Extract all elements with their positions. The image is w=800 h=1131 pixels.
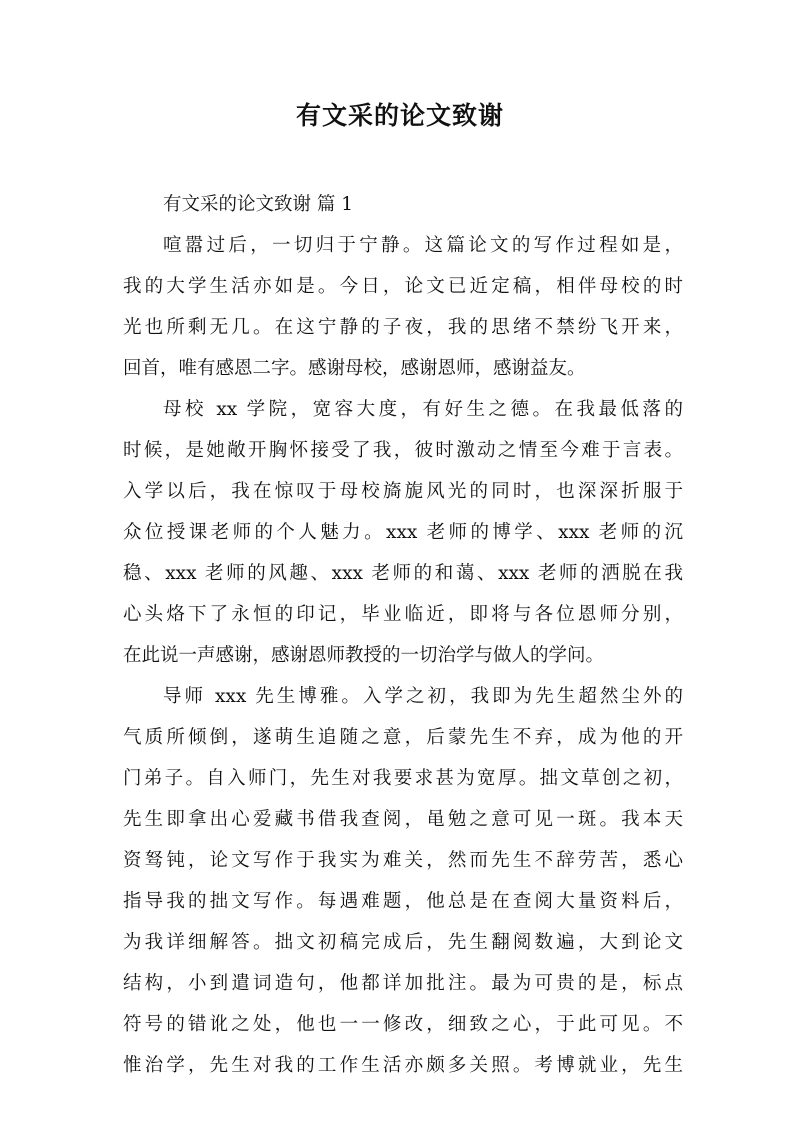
text-line: 先生即拿出心爱藏书借我查阅，黾勉之意可见一斑。我本天 <box>123 809 683 830</box>
text-line: 母校 xx 学院，宽容大度，有好生之德。在我最低落的 <box>163 399 683 420</box>
text-line: 时候，是她敞开胸怀接受了我，彼时激动之情至今难于言表。 <box>123 440 683 461</box>
text-line: 结构，小到遣词造句，他都详加批注。最为可贵的是，标点 <box>123 973 683 994</box>
text-line: 惟治学，先生对我的工作生活亦颇多关照。考博就业，先生 <box>123 1055 683 1076</box>
text-line: 导师 xxx 先生博雅。入学之初，我即为先生超然尘外的 <box>163 686 683 707</box>
text-line: 入学以后，我在惊叹于母校旖旎风光的同时，也深深折服于 <box>123 481 683 502</box>
text-line: 喧嚣过后，一切归于宁静。这篇论文的写作过程如是， <box>163 235 683 256</box>
text-line: 资驽钝，论文写作于我实为难关，然而先生不辞劳苦，悉心 <box>123 850 683 871</box>
document-title: 有文采的论文致谢 <box>295 101 504 130</box>
text-line: 在此说一声感谢，感谢恩师教授的一切治学与做人的学问。 <box>123 645 605 666</box>
text-line: 为我详细解答。拙文初稿完成后，先生翻阅数遍，大到论文 <box>123 932 683 953</box>
text-line: 我的大学生活亦如是。今日，论文已近定稿，相伴母校的时 <box>123 276 683 297</box>
text-line: 心头烙下了永恒的印记，毕业临近，即将与各位恩师分别， <box>123 604 683 625</box>
text-line: 指导我的拙文写作。每遇难题，他总是在查阅大量资料后， <box>123 891 683 912</box>
text-line: 气质所倾倒，遂萌生追随之意，后蒙先生不弃，成为他的开 <box>123 727 683 748</box>
document-body <box>123 184 683 1086</box>
text-line: 回首，唯有感恩二字。感谢母校，感谢恩师，感谢益友。 <box>123 358 586 379</box>
text-line: 有文采的论文致谢 篇 1 <box>163 194 354 215</box>
text-line: 符号的错讹之处，他也一一修改，细致之心，于此可见。不 <box>123 1014 683 1035</box>
text-line: 众位授课老师的个人魅力。xxx 老师的博学、xxx 老师的沉 <box>123 522 683 543</box>
text-line: 稳、xxx 老师的风趣、xxx 老师的和蔼、xxx 老师的洒脱在我 <box>123 563 683 584</box>
text-line: 光也所剩无几。在这宁静的子夜，我的思绪不禁纷飞开来， <box>123 317 683 338</box>
text-line: 门弟子。自入师门，先生对我要求甚为宽厚。拙文草创之初， <box>123 768 683 789</box>
